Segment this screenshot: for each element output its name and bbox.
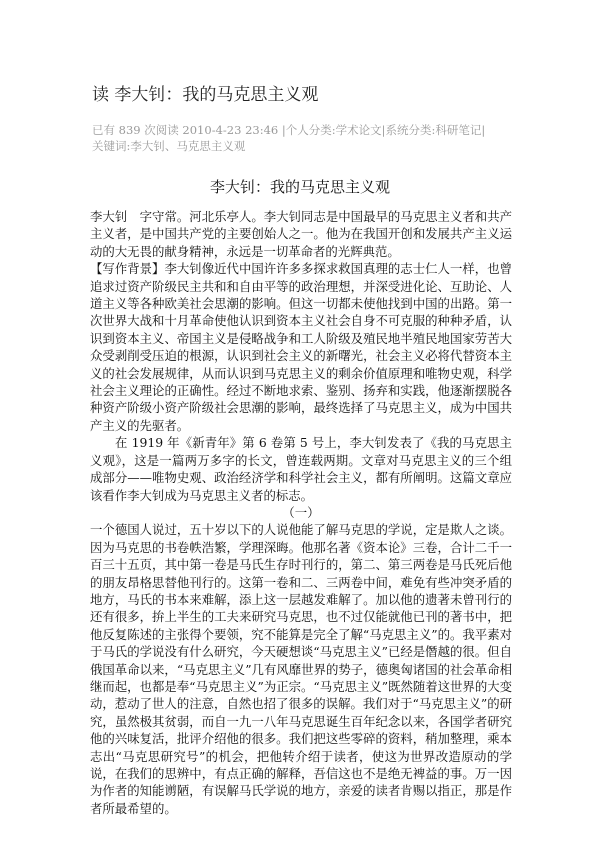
post-date: 2010-4-23 23:46 xyxy=(182,123,279,137)
system-category-link[interactable]: |系统分类:科研笔记| xyxy=(381,123,486,137)
section-heading: （一） xyxy=(282,504,320,520)
post-meta xyxy=(92,122,532,154)
intro-paragraph: 李大钊 字守常。河北乐亭人。李大钊同志是中国最早的马克思主义者和共产主义者，是中国共产党的主要创始人之一。他为在我国开创和发展共产主义运动的大无畏的献身精神，永远是一切革命者的光辉典范。 xyxy=(90,209,512,259)
blog-post-title: 读 李大钊：我的马克思主义观 xyxy=(92,85,319,105)
post-keywords: 关键词:李大钊、马克思主义观 xyxy=(92,139,246,153)
article-title: 李大钊：我的马克思主义观 xyxy=(209,178,390,196)
personal-category-link[interactable]: |个人分类:学术论文 xyxy=(281,123,382,137)
background-paragraph: 【写作背景】李大钊像近代中国许许多多探求救国真理的志士仁人一样，也曾追求过资产阶级民主共和和自由平等的政治理想，并深受进化论、互助论、人道主义等各种欧美社会思潮的影响。但这一切都未使他找到中国的出路。第一次世界大战和十月革命使他认识到资本主义社会自身不可克服的种种矛盾，认识到资本主义、帝国主义是侵略战争和工人阶级及殖民地半殖民地国家劳苦大众受剥削受压迫的根源，认识到社会主义的新曙光，社会主义必将代替资本主义的社会发展规律，从而认识到马克思主义的剩余价值原理和唯物史观，科学社会主义理论的正确性。经过不断地求索、鉴别、扬弃和实践，他逐渐摆脱各种资产阶级小资产阶级社会思潮的影响，最终选择了马克思主义，成为中国共产主义的先驱者。 xyxy=(90,261,512,433)
view-count: 已有 839 次阅读 xyxy=(92,123,179,137)
article-body xyxy=(90,208,512,817)
section-one-paragraph: 一个德国人说过，五十岁以下的人说他能了解马克思的学说，定是欺人之谈。因为马克思的书卷帙浩繁，学理深晦。他那名著《资本论》三卷，合计二千一百三十五页，其中第一卷是马氏生存时刊行的，第二、第三两卷是马氏死后他的朋友昂格思替他刊行的。这第一卷和二、三两卷中间，难免有些冲突矛盾的地方，马氏的书本来难解，添上这一层越发难解了。加以他的遗著未曾刊行的还有很多，拚上半生的工夫来研究马克思，也不过仅能就他已刊的著书中，把他反复陈述的主张得个要领，究不能算是完全了解“马克思主义”的。我平素对于马氏的学说没有什么研究，今天硬想谈“马克思主义”已经是僭越的很。但自俄国革命以来，“马克思主义”几有风靡世界的势子，德奥匈诸国的社会革命相继而起，也都是奉“马克思主义”为正宗。“马克思主义”既然随着这世界的大变动，惹动了世人的注意，自然也招了很多的误解。我们对于“马克思主义”的研究，虽然极其贫弱，而自一九一八年马克思诞生百年纪念以来，各国学者研究他的兴味复活，批评介绍他的很多。我们把这些零碎的资料，稍加整理，乘本志出“马克思研究号”的机会，把他转介绍于读者，使这为世界改造原动的学说，在我们的思辨中，有点正确的解释，吾信这也不是绝无裨益的事。万一因为作者的知能谫陋，有误解马氏学说的地方，亲爱的读者肯赐以指正，那是作者所最希望的。 xyxy=(90,522,512,816)
publication-paragraph: 在 1919 年《新青年》第 6 卷第 5 号上，李大钊发表了《我的马克思主义观》，这是一篇两万多字的长文，曾连载两期。文章对马克思主义的三个组成部分——唯物史观、政治经济学和科学社会主义，都有所阐明。这篇文章应该看作李大钊成为马克思主义者的标志。 xyxy=(90,435,512,503)
